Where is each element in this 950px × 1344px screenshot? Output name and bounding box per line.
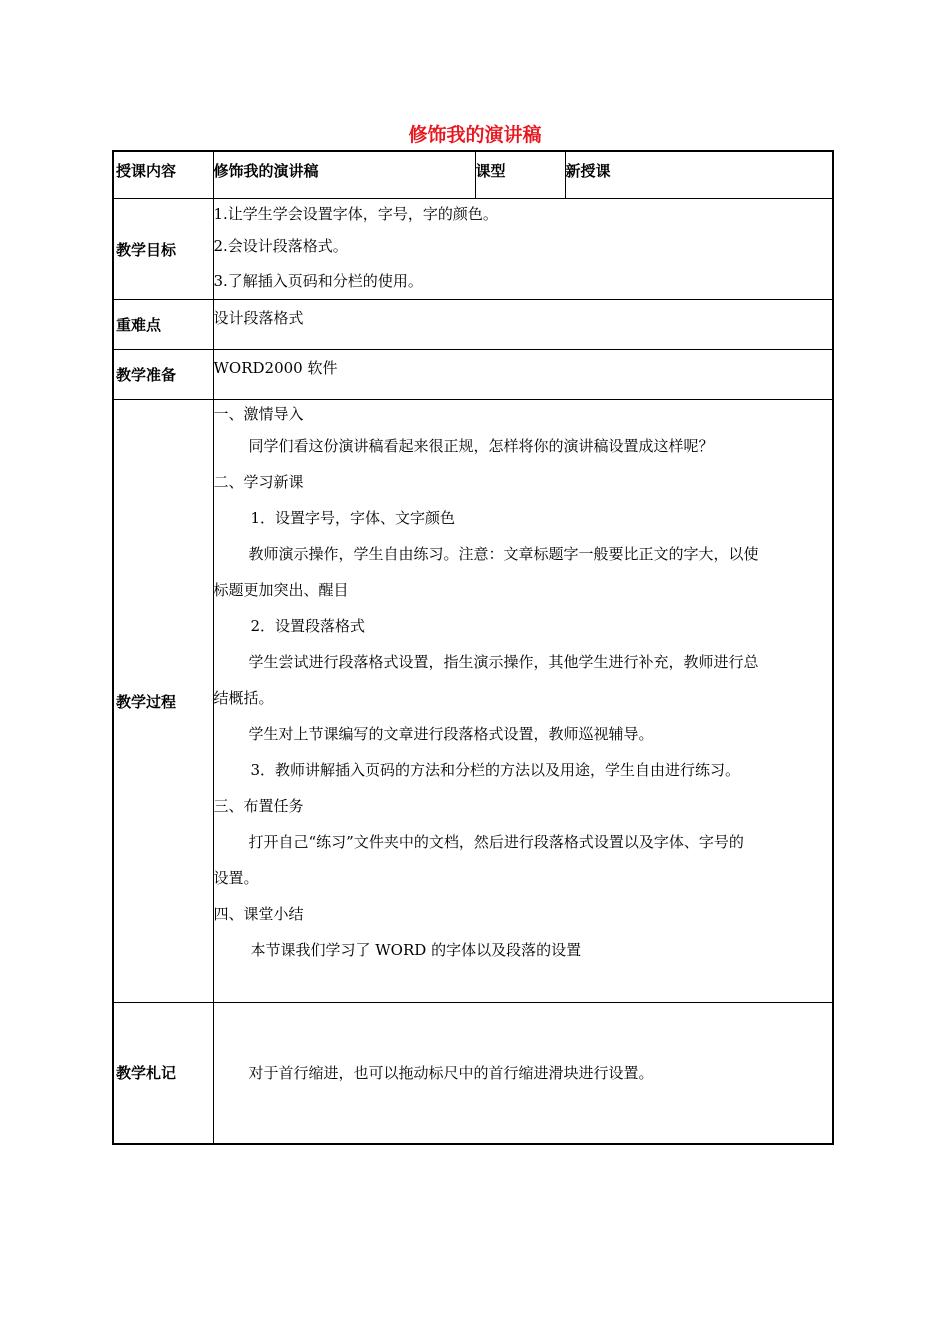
preparation-label: 教学准备 [113, 350, 213, 400]
process-line: 教师演示操作，学生自由练习。注意：文章标题字一般要比正文的字大，以使 [248, 545, 759, 563]
process-line: 二、学习新课 [213, 473, 304, 491]
process-line: 打开自己“练习”文件夹中的文档，然后进行段落格式设置以及字体、字号的 [248, 833, 744, 851]
process-line: 2．设置段落格式 [250, 617, 366, 635]
content-value-cell [213, 151, 475, 199]
notes-content [213, 1003, 833, 1144]
process-line: 学生尝试进行段落格式设置，指生演示操作，其他学生进行补充，教师进行总 [248, 653, 759, 671]
key-point-text: 设计段落格式 [213, 309, 304, 327]
preparation-row [113, 350, 833, 400]
goal-item: 2.会设计段落格式。 [213, 237, 348, 255]
type-value: 新授课 [565, 162, 611, 180]
type-label-cell [475, 151, 565, 199]
process-row [113, 400, 833, 1003]
process-line: 一、激情导入 [213, 405, 304, 423]
document-title: 修饰我的演讲稿 [408, 124, 542, 146]
lesson-plan-table [112, 150, 834, 1145]
process-line: 3．教师讲解插入页码的方法和分栏的方法以及用途，学生自由进行练习。 [250, 761, 741, 779]
process-line: 结概括。 [213, 689, 274, 707]
process-line: 标题更加突出、醒目 [213, 581, 349, 599]
process-line: 学生对上节课编写的文章进行段落格式设置，教师巡视辅导。 [248, 725, 654, 743]
process-line: 本节课我们学习了 WORD 的字体以及段落的设置 [250, 941, 582, 959]
key-point-row [113, 300, 833, 350]
key-point-label: 重难点 [113, 300, 213, 350]
process-content [213, 400, 833, 1003]
content-label: 授课内容 [116, 162, 177, 180]
key-point-content [213, 300, 833, 350]
type-value-cell [565, 151, 833, 199]
process-line: 四、课堂小结 [213, 905, 304, 923]
notes-label: 教学札记 [113, 1003, 213, 1144]
process-line: 三、布置任务 [213, 797, 304, 815]
process-line: 设置。 [213, 869, 259, 887]
goal-item: 3.了解插入页码和分栏的使用。 [213, 272, 423, 290]
process-line: 1．设置字号，字体、文字颜色 [250, 509, 456, 527]
goals-label: 教学目标 [113, 199, 213, 300]
process-label: 教学过程 [113, 400, 213, 1003]
goals-row [113, 199, 833, 300]
preparation-content [213, 350, 833, 400]
type-label: 课型 [475, 162, 506, 180]
notes-row [113, 1003, 833, 1144]
goal-item: 1.让学生学会设置字体，字号，字的颜色。 [213, 205, 498, 223]
content-value: 修饰我的演讲稿 [213, 162, 319, 180]
header-row [113, 151, 833, 199]
notes-text: 对于首行缩进，也可以拖动标尺中的首行缩进滑块进行设置。 [248, 1063, 654, 1082]
process-line: 同学们看这份演讲稿看起来很正规，怎样将你的演讲稿设置成这样呢？ [248, 437, 714, 455]
preparation-text: WORD2000 软件 [213, 359, 338, 377]
content-label-cell [113, 151, 213, 199]
goals-content [213, 199, 833, 300]
